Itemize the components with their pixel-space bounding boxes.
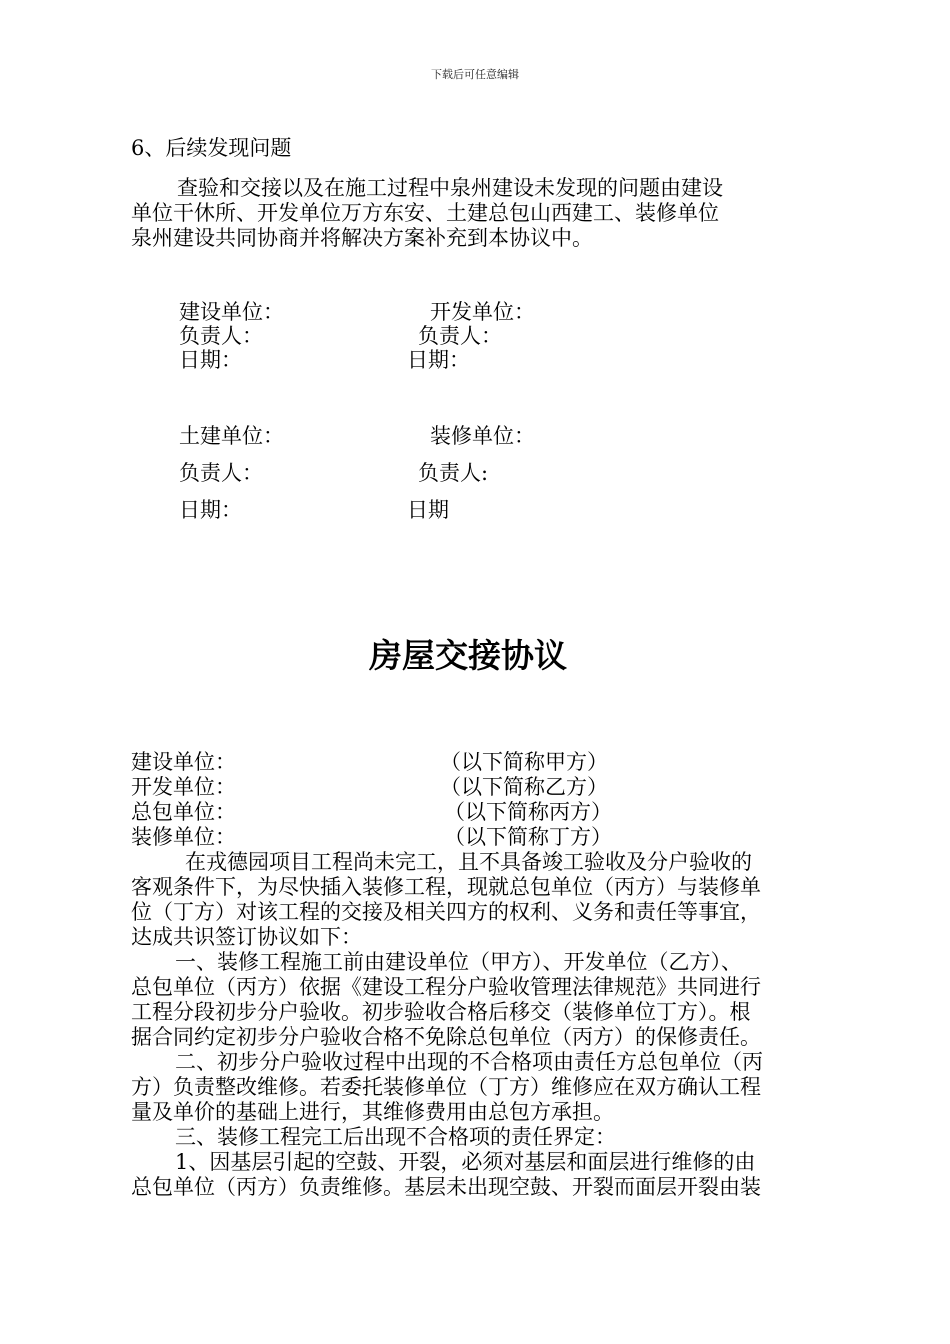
signature-label: 日期：	[407, 348, 470, 372]
paragraph-line: 1、因基层引起的空鼓、开裂，必须对基层和面层进行维修的由	[175, 1150, 756, 1174]
party-label: 建设单位：	[131, 750, 236, 774]
signature-label: 负责人：	[418, 324, 502, 348]
paragraph-line: 一、装修工程施工前由建设单位（甲方）、开发单位（乙方）、	[175, 950, 742, 974]
paragraph-line: 工程分段初步分户验收。初步验收合格后移交（装修单位丁方）。根	[131, 1000, 751, 1024]
paragraph-line: 据合同约定初步分户验收合格不免除总包单位（丙方）的保修责任。	[131, 1025, 761, 1049]
paragraph-line: 方）负责整改维修。若委托装修单位（丁方）维修应在双方确认工程	[131, 1075, 761, 1099]
paragraph-line: 查验和交接以及在施工过程中泉州建设未发现的问题由建设	[177, 176, 723, 200]
document-title: 房屋交接协议	[369, 636, 567, 675]
party-alias: （以下简称甲方）	[440, 750, 608, 774]
party-alias: （以下简称乙方）	[440, 775, 608, 799]
paragraph-line: 达成共识签订协议如下：	[131, 925, 362, 949]
signature-label: 装修单位：	[430, 424, 535, 448]
signature-label: 负责人:	[418, 461, 489, 485]
party-alias: （以下简称丁方）	[444, 825, 612, 849]
signature-label: 日期：	[179, 348, 242, 372]
signature-label: 日期：	[179, 498, 242, 522]
signature-label: 建设单位：	[179, 300, 284, 324]
paragraph-line: 位（丁方）对该工程的交接及相关四方的权利、义务和责任等事宜，	[131, 900, 761, 924]
party-alias: （以下简称丙方）	[444, 800, 612, 824]
section-heading: 6、后续发现问题	[131, 136, 292, 160]
signature-label: 土建单位：	[179, 424, 284, 448]
paragraph-line: 总包单位（丙方）负责维修。基层未出现空鼓、开裂而面层开裂由装	[131, 1175, 761, 1199]
signature-label: 日期	[407, 498, 449, 522]
paragraph-line: 客观条件下，为尽快插入装修工程，现就总包单位（丙方）与装修单	[131, 875, 761, 899]
signature-label: 负责人：	[179, 461, 263, 485]
paragraph-line: 泉州建设共同协商并将解决方案补充到本协议中。	[131, 226, 593, 250]
paragraph-line: 二、初步分户验收过程中出现的不合格项由责任方总包单位（丙	[175, 1050, 763, 1074]
party-label: 装修单位：	[131, 825, 236, 849]
paragraph-line: 在戎德园项目工程尚未完工，且不具备竣工验收及分户验收的	[185, 850, 752, 874]
paragraph-line: 总包单位（丙方）依据《建设工程分户验收管理法律规范》共同进行	[131, 975, 761, 999]
paragraph-line: 三、装修工程完工后出现不合格项的责任界定：	[175, 1125, 616, 1149]
paragraph-line: 单位干休所、开发单位万方东安、土建总包山西建工、装修单位	[131, 201, 719, 225]
paragraph-line: 量及单价的基础上进行，其维修费用由总包方承担。	[131, 1100, 614, 1124]
signature-label: 负责人：	[179, 324, 263, 348]
signature-label: 开发单位：	[430, 300, 535, 324]
party-label: 总包单位：	[131, 800, 236, 824]
party-label: 开发单位：	[131, 775, 236, 799]
page-header: 下载后可任意编辑	[431, 68, 519, 81]
